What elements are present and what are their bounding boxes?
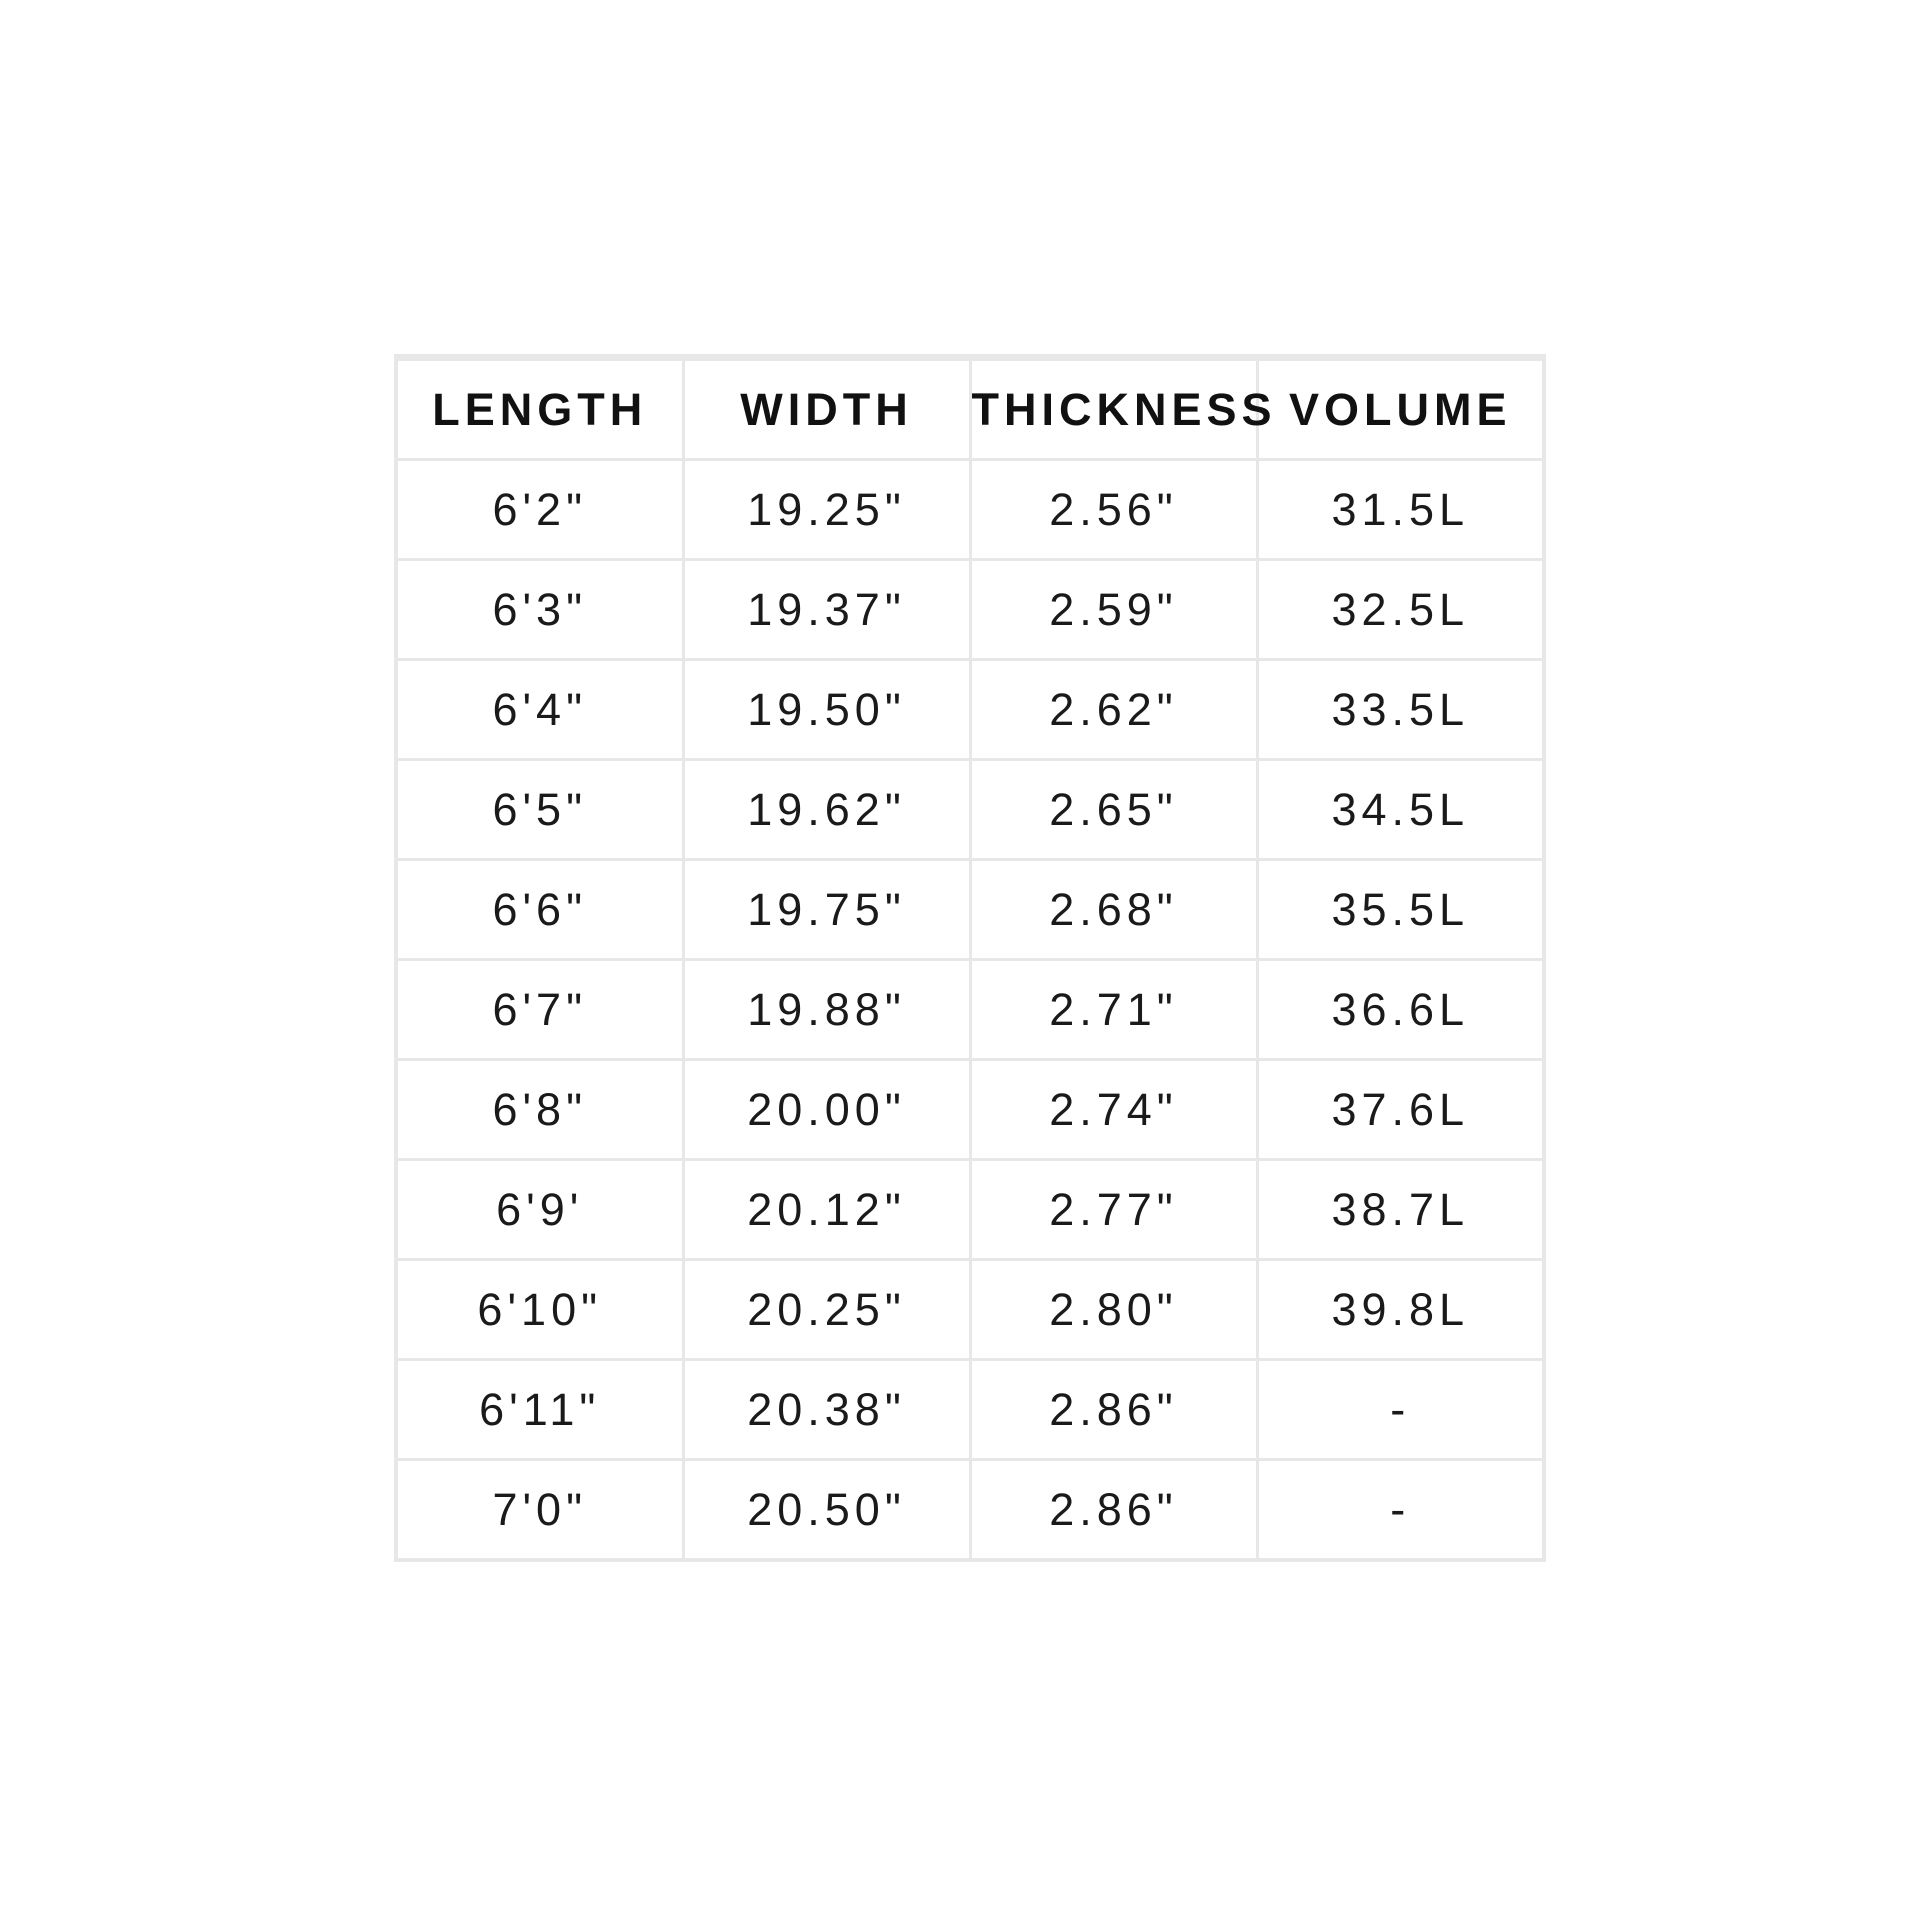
cell-width: 20.12" — [683, 1160, 970, 1260]
cell-length: 6'6" — [396, 860, 683, 960]
table-row — [396, 460, 1544, 560]
cell-volume: 34.5L — [1257, 760, 1544, 860]
cell-width: 19.50" — [683, 660, 970, 760]
cell-length: 6'5" — [396, 760, 683, 860]
cell-thickness: 2.74" — [970, 1060, 1257, 1160]
cell-width: 20.38" — [683, 1360, 970, 1460]
header-row — [396, 358, 1544, 460]
cell-volume: - — [1257, 1360, 1544, 1460]
cell-length: 6'10" — [396, 1260, 683, 1360]
cell-length: 6'11" — [396, 1360, 683, 1460]
table-row — [396, 760, 1544, 860]
cell-thickness: 2.62" — [970, 660, 1257, 760]
cell-width: 19.37" — [683, 560, 970, 660]
cell-volume: 36.6L — [1257, 960, 1544, 1060]
cell-length: 6'3" — [396, 560, 683, 660]
table-row — [396, 560, 1544, 660]
header-thickness: THICKNESS — [970, 358, 1257, 460]
cell-thickness: 2.71" — [970, 960, 1257, 1060]
cell-volume: 37.6L — [1257, 1060, 1544, 1160]
header-length: LENGTH — [396, 358, 683, 460]
cell-thickness: 2.86" — [970, 1360, 1257, 1460]
table-row — [396, 1060, 1544, 1160]
table-header — [396, 358, 1544, 460]
cell-thickness: 2.56" — [970, 460, 1257, 560]
cell-thickness: 2.80" — [970, 1260, 1257, 1360]
cell-thickness: 2.65" — [970, 760, 1257, 860]
cell-thickness: 2.77" — [970, 1160, 1257, 1260]
table-row — [396, 960, 1544, 1060]
cell-volume: 33.5L — [1257, 660, 1544, 760]
cell-width: 20.50" — [683, 1460, 970, 1561]
cell-volume: - — [1257, 1460, 1544, 1561]
table-row — [396, 660, 1544, 760]
cell-thickness: 2.86" — [970, 1460, 1257, 1561]
cell-volume: 32.5L — [1257, 560, 1544, 660]
cell-volume: 31.5L — [1257, 460, 1544, 560]
table-row — [396, 1360, 1544, 1460]
table-row — [396, 1260, 1544, 1360]
table-body — [396, 460, 1544, 1561]
cell-thickness: 2.59" — [970, 560, 1257, 660]
cell-length: 6'4" — [396, 660, 683, 760]
cell-width: 19.62" — [683, 760, 970, 860]
cell-length: 6'2" — [396, 460, 683, 560]
header-width: WIDTH — [683, 358, 970, 460]
table-row — [396, 860, 1544, 960]
table-row — [396, 1160, 1544, 1260]
spec-table — [394, 354, 1546, 1562]
cell-width: 20.25" — [683, 1260, 970, 1360]
cell-volume: 38.7L — [1257, 1160, 1544, 1260]
cell-width: 19.88" — [683, 960, 970, 1060]
cell-width: 19.75" — [683, 860, 970, 960]
header-volume: VOLUME — [1257, 358, 1544, 460]
cell-length: 6'9' — [396, 1160, 683, 1260]
cell-length: 7'0" — [396, 1460, 683, 1561]
cell-volume: 39.8L — [1257, 1260, 1544, 1360]
cell-volume: 35.5L — [1257, 860, 1544, 960]
table-row — [396, 1460, 1544, 1561]
cell-thickness: 2.68" — [970, 860, 1257, 960]
cell-length: 6'7" — [396, 960, 683, 1060]
cell-width: 19.25" — [683, 460, 970, 560]
cell-width: 20.00" — [683, 1060, 970, 1160]
cell-length: 6'8" — [396, 1060, 683, 1160]
